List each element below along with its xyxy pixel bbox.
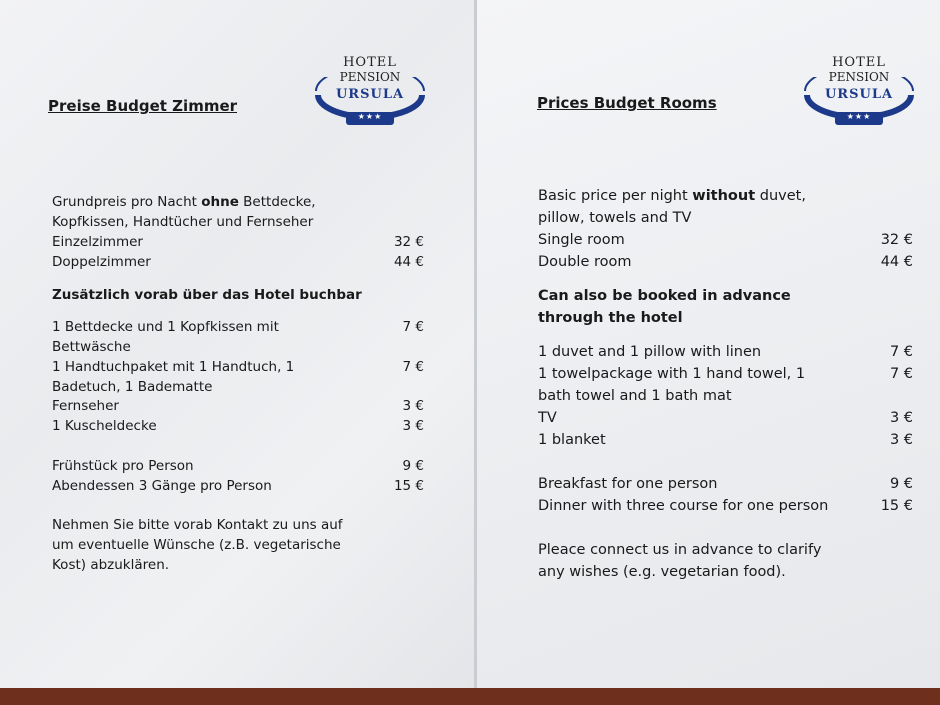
- list-item: Doppelzimmer 44 €: [52, 254, 424, 270]
- table-surface: [0, 688, 940, 705]
- page-title: Preise Budget Zimmer: [48, 97, 238, 115]
- section-heading: Can also be booked in advance through the hotel: [538, 288, 791, 326]
- list-item: TV 3 €: [538, 410, 913, 426]
- hotel-logo: HOTEL PENSION URSULA ★★★: [799, 55, 919, 135]
- list-item: 1 blanket 3 €: [538, 432, 913, 448]
- german-price-sheet: [0, 0, 474, 688]
- list-item: Einzelzimmer 32 €: [52, 234, 424, 250]
- list-item: Breakfast for one person 9 €: [538, 476, 913, 492]
- basic-price-text: Grundpreis pro Nacht ohne Bettdecke, Kopfkissen, Handtücher und Fernseher: [52, 194, 316, 230]
- contact-note: Pleace connect us in advance to clarify any wishes (e.g. vegetarian food).: [538, 542, 822, 580]
- page-title: Prices Budget Rooms: [537, 94, 717, 112]
- logo-oval-icon: [799, 77, 919, 133]
- logo-oval-icon: [310, 77, 430, 133]
- list-item: Dinner with three course for one person 15 €: [538, 498, 913, 514]
- hotel-logo: HOTEL PENSION URSULA ★★★: [310, 55, 430, 135]
- list-item: Abendessen 3 Gänge pro Person 15 €: [52, 478, 424, 494]
- contact-note: Nehmen Sie bitte vorab Kontakt zu uns auf um eventuelle Wünsche (z.B. vegetarische Kost) abzuklären.: [52, 517, 343, 573]
- list-item: Frühstück pro Person 9 €: [52, 458, 424, 474]
- basic-price-text: Basic price per night without duvet, pillow, towels and TV: [538, 188, 806, 226]
- list-item: Single room 32 €: [538, 232, 913, 248]
- list-item: 1 Handtuchpaket mit 1 Handtuch, 1 Badetuch, 1 Badematte 7 €: [52, 359, 424, 395]
- section-heading: Zusätzlich vorab über das Hotel buchbar: [52, 287, 362, 303]
- list-item: 1 Kuscheldecke 3 €: [52, 418, 424, 434]
- list-item: Double room 44 €: [538, 254, 913, 270]
- list-item: 1 towelpackage with 1 hand towel, 1 bath towel and 1 bath mat 7 €: [538, 366, 913, 404]
- list-item: 1 Bettdecke und 1 Kopfkissen mit Bettwäsche 7 €: [52, 319, 424, 355]
- list-item: Fernseher 3 €: [52, 398, 424, 414]
- list-item: 1 duvet and 1 pillow with linen 7 €: [538, 344, 913, 360]
- english-price-sheet: [477, 0, 940, 688]
